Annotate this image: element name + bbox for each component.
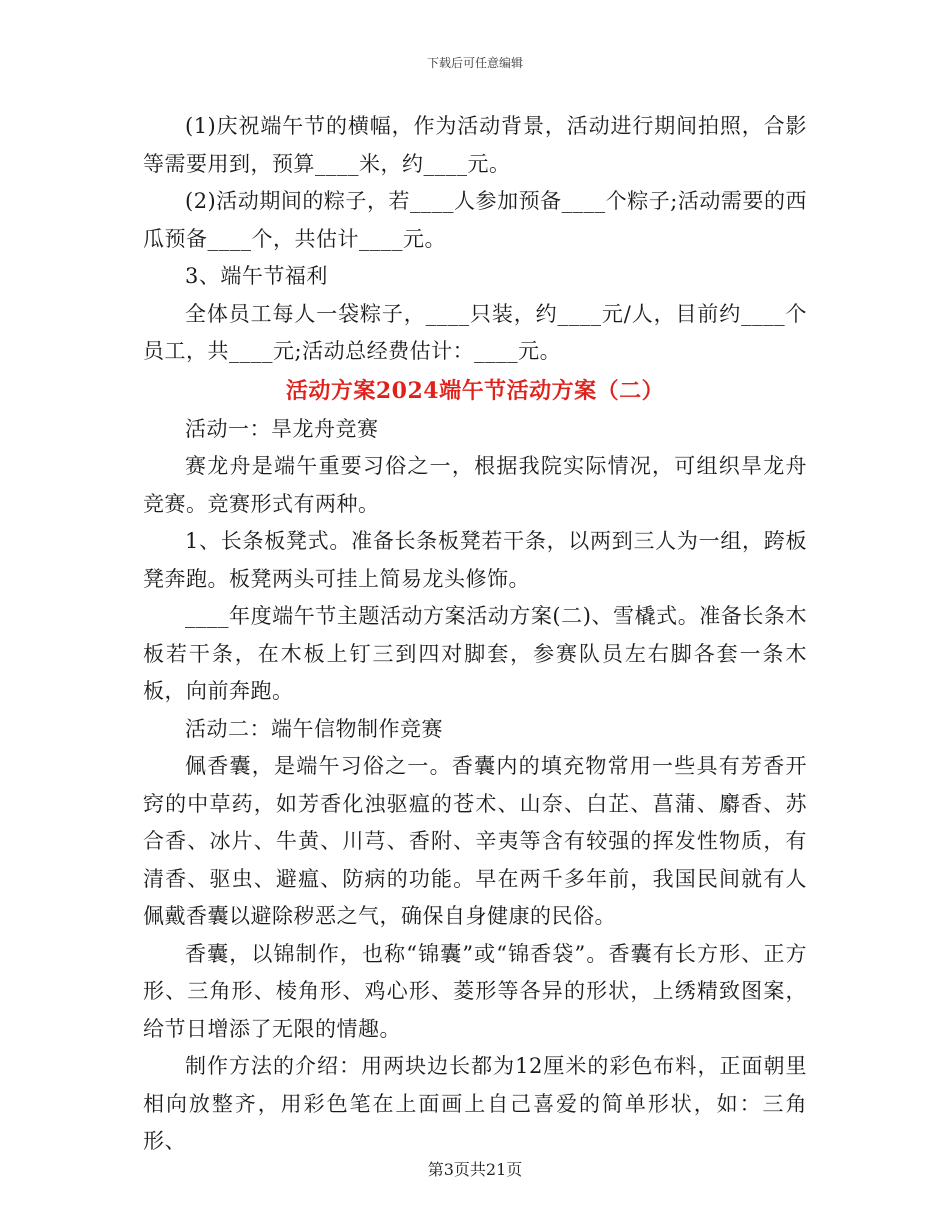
paragraph: 3、端午节福利 (185, 264, 328, 288)
paragraph: ____年度端午节主题活动方案活动方案(二)、雪橇式。准备长条木板若干条，在木板上钉三到四对脚套，参赛队员左右脚各套一条木板，向前奔跑。 (143, 604, 807, 703)
document-body (143, 108, 807, 1161)
paragraph: 活动二：端午信物制作竞赛 (185, 716, 443, 741)
page-footer: 第3页共21页 (427, 1160, 523, 1179)
paragraph: 制作方法的介绍：用两块边长都为12厘米的彩色布料，正面朝里相向放整齐，用彩色笔在上面画上自己喜爱的简单形状，如：三角形、 (143, 1054, 807, 1153)
paragraph: 活动一：旱龙舟竞赛 (185, 416, 379, 441)
page-header: 下载后可任意编辑 (426, 56, 523, 70)
section-title: 活动方案2024端午节活动方案（二） (285, 377, 665, 404)
paragraph: 全体员工每人一袋粽子，____只装，约____元/人，目前约____个员工，共____元;活动总经费估计：____元。 (143, 301, 807, 363)
paragraph: 赛龙舟是端午重要习俗之一，根据我院实际情况，可组织旱龙舟竞赛。竞赛形式有两种。 (143, 454, 807, 516)
paragraph: 佩香囊，是端午习俗之一。香囊内的填充物常用一些具有芳香开窍的中草药，如芳香化浊驱瘟的苍术、山奈、白芷、菖蒲、麝香、苏合香、冰片、牛黄、川芎、香附、辛夷等含有较强的挥发性物质，有清香、驱虫、避瘟、防病的功能。早在两千多年前，我国民间就有人佩戴香囊以避除秽恶之气，确保自身健康的民俗。 (143, 754, 807, 928)
paragraph: (1)庆祝端午节的横幅，作为活动背景，活动进行期间拍照，合影等需要用到，预算____米，约____元。 (143, 114, 807, 176)
paragraph: 香囊，以锦制作，也称“锦囊”或“锦香袋”。香囊有长方形、正方形、三角形、棱角形、鸡心形、菱形等各异的形状，上绣精致图案，给节日增添了无限的情趣。 (143, 941, 807, 1041)
paragraph: (2)活动期间的粽子，若____人参加预备____个粽子;活动需要的西瓜预备____个，共估计____元。 (143, 189, 807, 251)
paragraph: 1、长条板凳式。准备长条板凳若干条，以两到三人为一组，跨板凳奔跑。板凳两头可挂上简易龙头修饰。 (143, 529, 807, 591)
